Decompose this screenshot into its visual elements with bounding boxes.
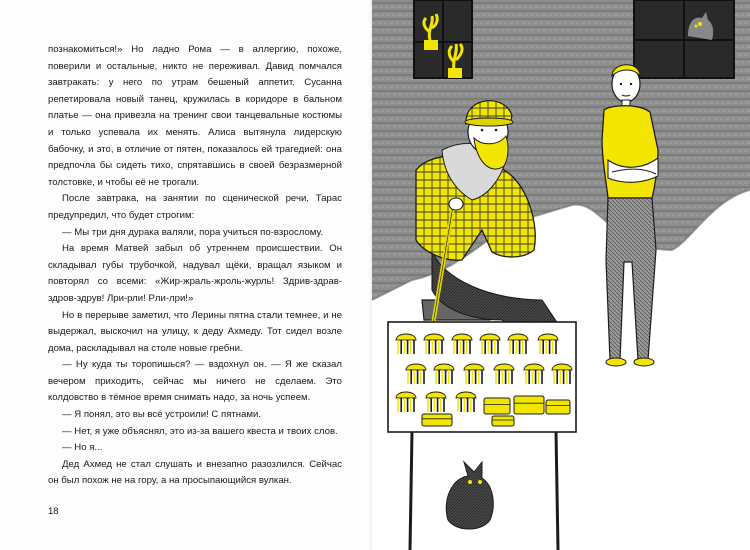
paragraph: Но в перерыве заметил, что Лерины пятна стали темнее, и не выдержал, выскочил на улицу, к деду Ахмеду. Тот сидел возле дома, раскладывал на столе новые гребни.	[48, 309, 342, 354]
comb-board	[388, 322, 576, 432]
paragraph: После завтрака, на занятии по сценической речи, Тарас предупредил, что будет строгим:	[48, 193, 342, 221]
page-number: 18	[48, 506, 59, 517]
window-right	[634, 0, 734, 78]
box-icon	[514, 396, 544, 414]
paragraph: познакомиться!» Но ладно Рома — в аллергию, похоже, поверили и остальные, никто не переживал. Давид помчался завтракать: у него по утрам бешеный аппетит. Сусанна репетировала новый танец, кружилась в коридоре в бальном платье — она привезла на тренинг свои танцевальные костюмы и только успевала их менять. Алиса вытянула лидерскую бабочку, и это, в отличие от пятен, показалось ей трагедией: она предпочла бы сидеть тихо, спрятавшись в своей безразмерной толстовке, и чтобы её не трогали.	[48, 44, 342, 188]
cat-icon	[446, 462, 493, 529]
box-icon	[546, 400, 570, 414]
box-icon	[422, 414, 452, 426]
paragraph: На время Матвей забыл об утреннем происшествии. Он складывал губы трубочкой, надувал щёки, вращал языком и повторял со всеми: «Жир-жраль-жроль-журль! Здрив-здрав-здров-здрув! Лри-рли! Рли-лри!»	[48, 243, 342, 304]
illustration	[372, 0, 750, 550]
window-left	[414, 0, 472, 78]
book-text	[48, 42, 342, 490]
paragraph: Дед Ахмед не стал слушать и внезапно разозлился. Сейчас он был похож не на гору, а на просыпающийся вулкан.	[48, 458, 342, 487]
box-icon	[492, 416, 514, 426]
left-page	[0, 0, 372, 550]
paragraph: — Мы три дня дурака валяли, пора учиться по-взрослому.	[62, 226, 323, 238]
paragraph: — Но я...	[62, 442, 103, 454]
paragraph: — Нет, я уже объяснял, это из-за вашего квеста и твоих слов.	[62, 425, 338, 437]
paragraph: — Я понял, это вы всё устроили! С пятнами.	[62, 409, 262, 421]
paragraph: — Ну куда ты торопишься? — вздохнул он. — Я же сказал вечером приходить, сейчас мы ничего не сделаем. Это колдовство в тёмное время снимать надо, за ночь успеем.	[48, 359, 342, 404]
box-icon	[484, 398, 510, 414]
right-page	[372, 0, 750, 550]
